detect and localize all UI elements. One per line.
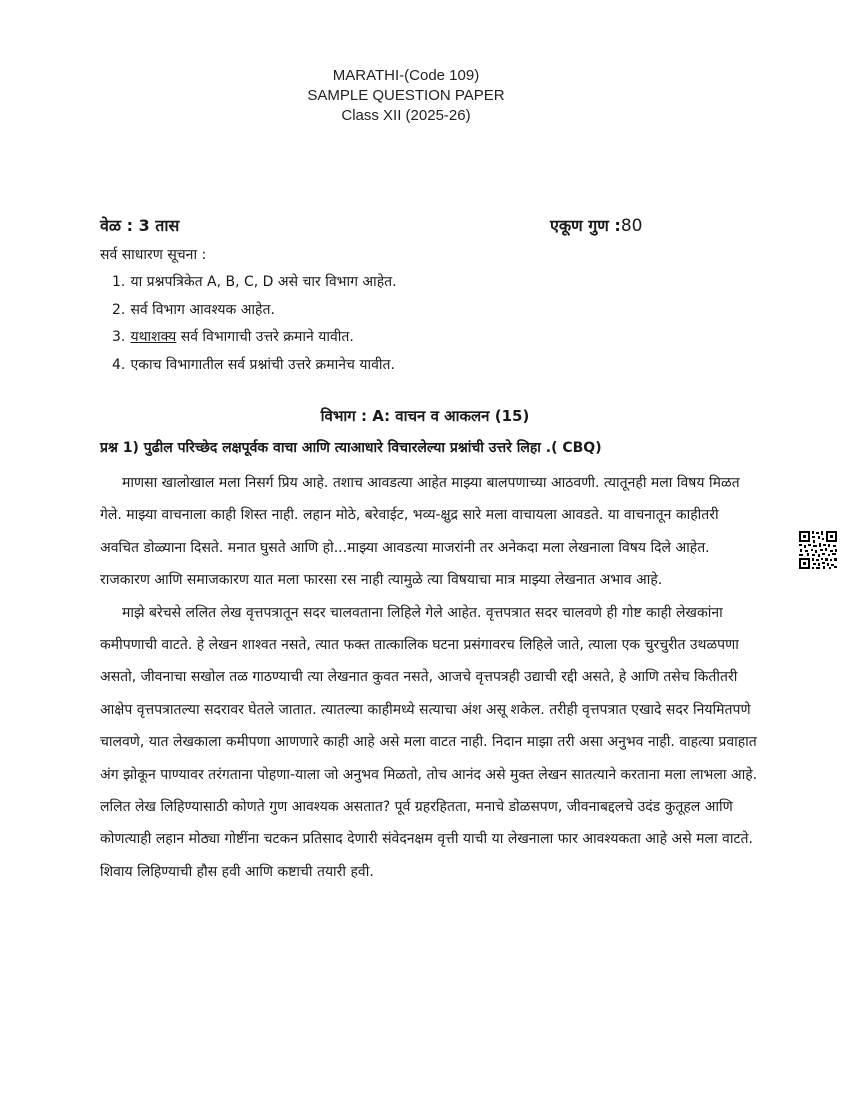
instruction-text: एकाच विभागातील सर्व प्रश्नांची उत्तरे क्रमानेच यावीत.: [130, 356, 395, 373]
instruction-number: 3.: [112, 329, 126, 345]
passage-paragraph: माणसा खालोखाल मला निसर्ग प्रिय आहे. तशाच आवडत्या आहेत माझ्या बालपणाच्या आठवणी. त्यातूनही मला विषय मिळत गेले. माझ्या वाचनाला काही शिस्त नाही. लहान मोठे, बरेवाईट, भव्य-क्षुद्र सारे मला वाचायला आवडते. या वाचनातून काहीतरी अवचित डोळ्याना दिसते. मनात घुसते आणि हो...माझ्या आवडत्या माजरांनी तर अनेकदा मला लेखनाला विषय दिले आहेत. राजकारण आणि समाजकारण यात मला फारसा रस नाही त्यामुळे त्या विषयाचा मात्र माझ्या लेखनात अभाव आहे.: [100, 475, 740, 589]
qr-code-icon: [798, 530, 838, 570]
instruction-text: सर्व विभाग आवश्यक आहेत.: [130, 301, 275, 318]
passage-paragraph: माझे बरेचसे ललित लेख वृत्तपत्रातून सदर चालवताना लिहिले गेले आहेत. वृत्तपत्रात सदर चालवणे ही गोष्ट काही लेखकांना कमीपणाची वाटते. हे लेखन शाश्वत नसते, त्यात फक्त तात्कालिक घटना प्रसंगावरच लिहिले जाते, त्याला एक चुरचुरीत उथळपणा असतो, जीवनाचा सखोल तळ गाठण्याची त्या लेखनात कुवत नसते, आजचे वृत्तपत्रही उद्याची रद्दी असते, हे आणि तसेच कितीतरी आक्षेप वृत्तपत्रातल्या सदरावर घेतले जातात. त्यातल्या काहीमध्ये सत्याचा अंश असू शकेल. तरीही वृत्तपत्रात एखादे सदर नियमितपणे चालवणे, यात लेखकाला कमीपणा आणणारे काही आहे असे मला वाटत नाही. निदान माझा तरी असा अनुभव नाही. वाहत्या प्रवाहात अंग झोकून पाण्यावर तरंगताना पोहणा-याला जो अनुभव मिळतो, तोच आनंद असे मुक्त लेखन सातत्याने करताना मला लाभला आहे. ललित लेख लिहिण्यासाठी कोणते गुण आवश्यक असतात? पूर्व ग्रहरहितता, मनाचे डोळसपण, जीवनाबद्दलचे उदंड कुतूहल आणि कोणत्याही लहान मोठ्या गोष्टींना चटकन प्रतिसाद देणारी संवेदनक्षम वृत्ती याची या लेखनाला फार आवश्यकता आहे असे मला वाटते. शिवाय लिहिण्याची हौस हवी आणि कष्टाची तयारी हवी.: [100, 604, 758, 880]
section-heading: विभाग : A: वाचन व आकलन (15): [320, 407, 530, 425]
instruction-item: [112, 272, 397, 300]
paper-type: SAMPLE QUESTION PAPER: [307, 87, 505, 104]
exam-meta: [100, 214, 700, 238]
paper-header: [0, 66, 812, 126]
instruction-item: [112, 300, 397, 328]
instruction-text: सर्व विभागाची उत्तरे क्रमाने यावीत.: [176, 329, 354, 345]
instruction-underlined-word: यथाशक्य: [130, 329, 177, 345]
instruction-item: [112, 355, 397, 383]
instruction-number: 2.: [112, 301, 126, 318]
subject-code: MARATHI-(Code 109): [332, 67, 480, 84]
class-year: Class XII (2025-26): [341, 107, 471, 124]
instruction-item: [112, 327, 397, 355]
instructions-title: सर्व साधारण सूचना :: [100, 247, 207, 263]
instruction-number: 4.: [112, 356, 126, 373]
reading-passage: [100, 467, 760, 888]
instructions-list: [112, 272, 397, 382]
total-marks: [550, 214, 642, 236]
instruction-number: 1.: [112, 274, 126, 290]
total-marks-label: एकूण गुण :: [550, 216, 621, 235]
total-marks-value: 80: [620, 216, 643, 236]
time-allowed: वेळ : 3 तास: [100, 216, 180, 235]
question-prompt: प्रश्न 1) पुढील परिच्छेद लक्षपूर्वक वाचा आणि त्याआधारे विचारलेल्या प्रश्नांची उत्तरे लिहा .( CBQ): [100, 440, 602, 456]
instruction-text: या प्रश्नपत्रिकेत A, B, C, D असे चार विभाग आहेत.: [130, 274, 397, 290]
